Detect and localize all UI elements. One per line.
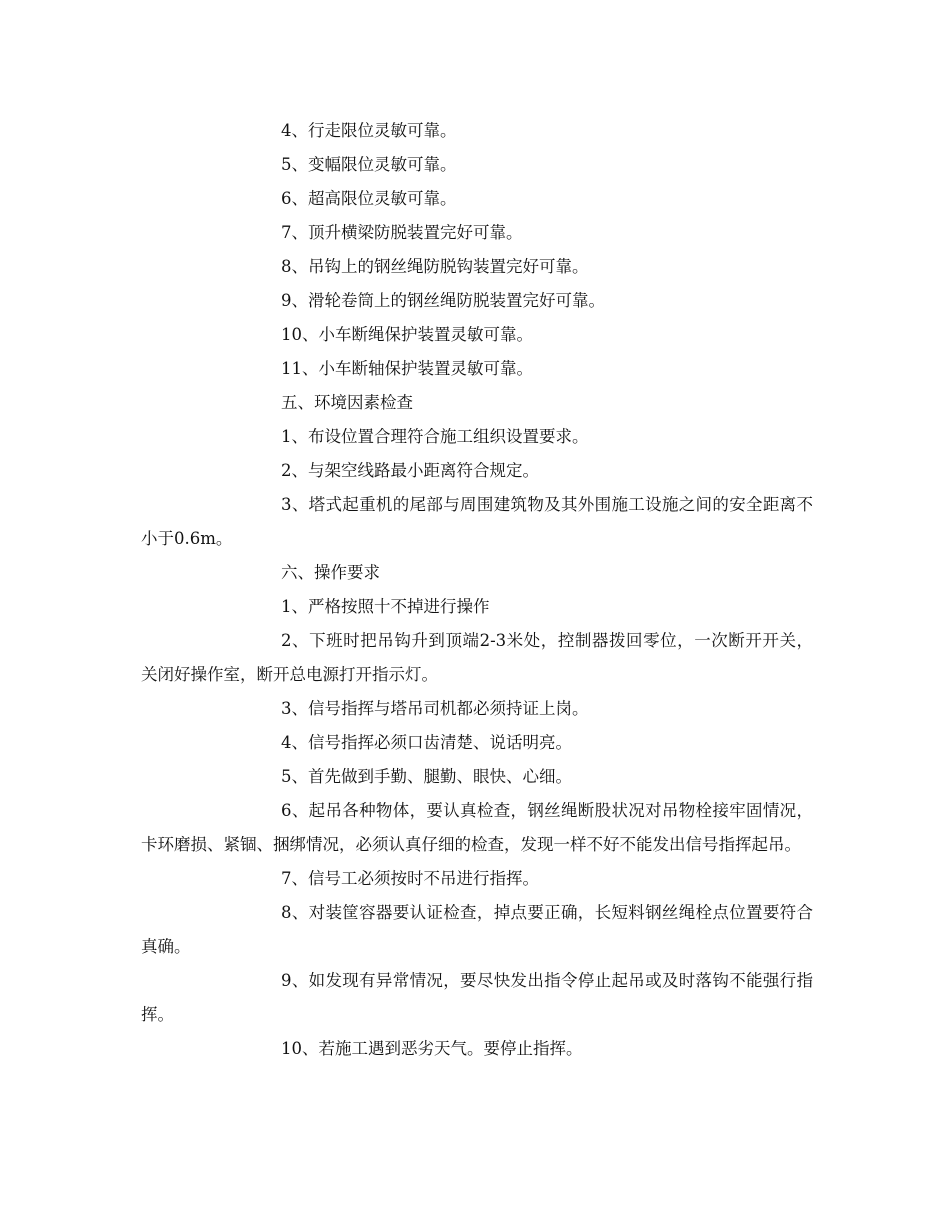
paragraph-item-8-hook-rope: 8、吊钩上的钢丝绳防脱钩装置完好可靠。 bbox=[281, 257, 589, 276]
paragraph-op-8: 8、对装筐容器要认证检查，掉点要正确，长短料钢丝绳栓点位置要符合真确。 bbox=[141, 903, 813, 956]
paragraph-op-3: 3、信号指挥与塔吊司机都必须持证上岗。 bbox=[281, 699, 589, 718]
paragraph-env-3-tail-distance: 3、塔式起重机的尾部与周围建筑物及其外围施工设施之间的安全距离不小于0.6m。 bbox=[141, 495, 813, 548]
paragraph-env-1-layout: 1、布设位置合理符合施工组织设置要求。 bbox=[281, 427, 589, 446]
paragraph-item-4-travel-limit: 4、行走限位灵敏可靠。 bbox=[281, 121, 457, 140]
paragraph-item-9-pulley-rope: 9、滑轮卷筒上的钢丝绳防脱装置完好可靠。 bbox=[281, 291, 605, 310]
paragraph-item-7-jacking-beam: 7、顶升横梁防脱装置完好可靠。 bbox=[281, 223, 523, 242]
paragraph-op-1: 1、严格按照十不掉进行操作 bbox=[281, 597, 490, 616]
paragraph-item-11-trolley-axle: 11、小车断轴保护装置灵敏可靠。 bbox=[281, 359, 533, 378]
section-heading-environment: 五、环境因素检查 bbox=[281, 393, 413, 412]
paragraph-op-4: 4、信号指挥必须口齿清楚、说话明亮。 bbox=[281, 733, 572, 752]
paragraph-item-5-luffing-limit: 5、变幅限位灵敏可靠。 bbox=[281, 155, 457, 174]
paragraph-op-5: 5、首先做到手勤、腿勤、眼快、心细。 bbox=[281, 767, 572, 786]
paragraph-env-2-overhead-lines: 2、与架空线路最小距离符合规定。 bbox=[281, 461, 539, 480]
paragraph-op-6: 6、起吊各种物体，要认真检查，钢丝绳断股状况对吊物栓接牢固情况，卡环磨损、紧锢、捆绑情况，必须认真仔细的检查，发现一样不好不能发出信号指挥起吊。 bbox=[141, 801, 813, 854]
paragraph-op-2: 2、下班时把吊钩升到顶端2-3米处，控制器拨回零位，一次断开开关，关闭好操作室，断开总电源打开指示灯。 bbox=[141, 631, 813, 684]
document-body bbox=[141, 114, 813, 1066]
paragraph-op-7: 7、信号工必须按时不吊进行指挥。 bbox=[281, 869, 539, 888]
section-heading-operation: 六、操作要求 bbox=[281, 563, 380, 582]
paragraph-item-6-height-limit: 6、超高限位灵敏可靠。 bbox=[281, 189, 457, 208]
paragraph-item-10-trolley-rope: 10、小车断绳保护装置灵敏可靠。 bbox=[281, 325, 533, 344]
paragraph-op-10: 10、若施工遇到恶劣天气。要停止指挥。 bbox=[281, 1039, 583, 1058]
paragraph-op-9: 9、如发现有异常情况，要尽快发出指令停止起吊或及时落钩不能强行指挥。 bbox=[141, 971, 813, 1024]
